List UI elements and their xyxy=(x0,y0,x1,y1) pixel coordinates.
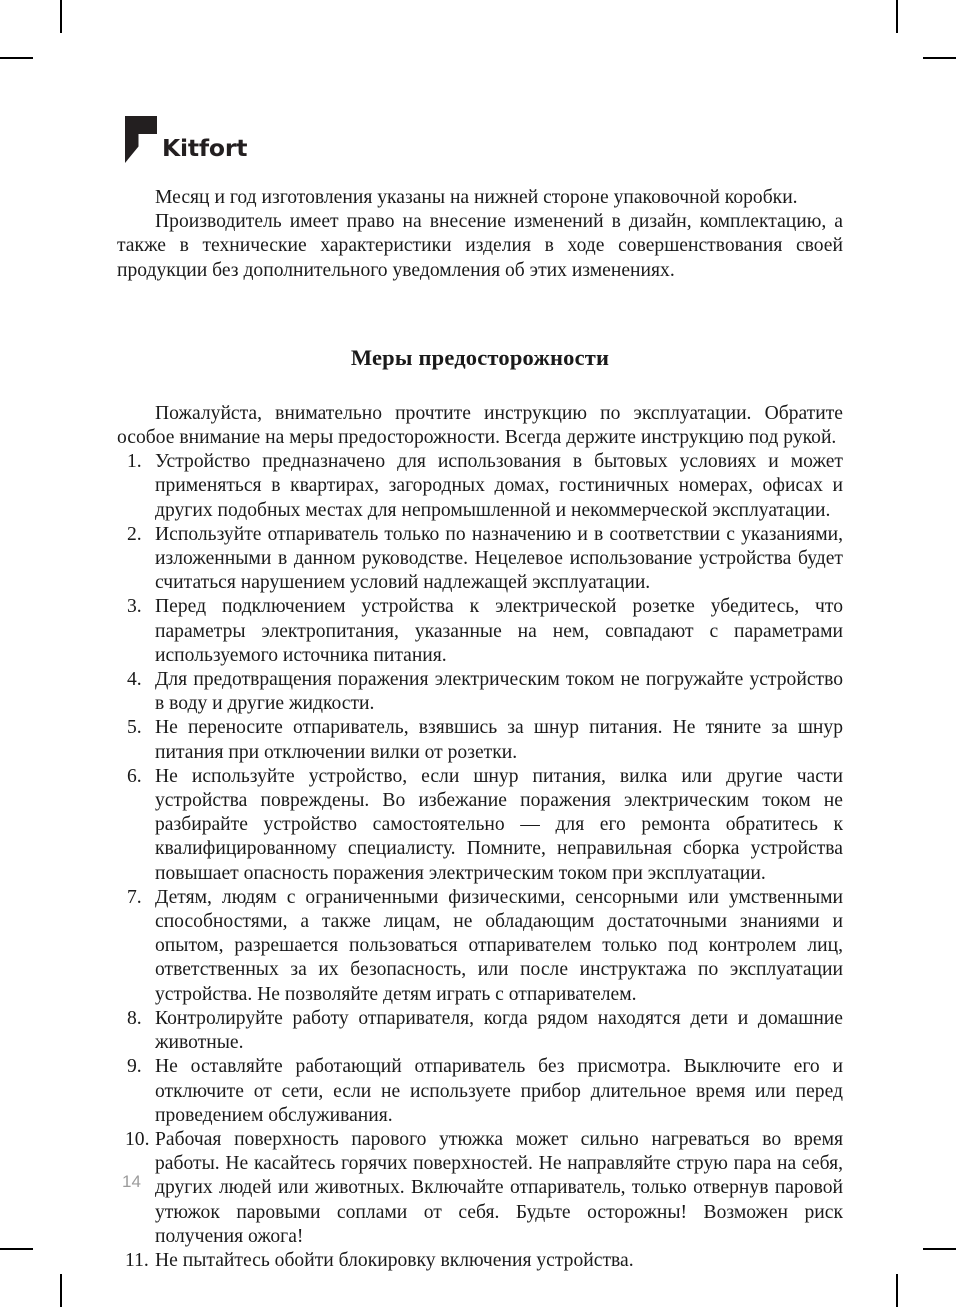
section-lead: Пожалуйста, внимательно прочтите инструкцию по эксплуатации. Обратите особое внимание на меры предосторожности. Всегда держите инструкцию под рукой. xyxy=(117,402,843,449)
list-item-number: 5. xyxy=(127,717,142,739)
list-item-text: Используйте отпариватель только по назначению и в соответствии с указаниями, изложенными в данном руководстве. Нецелевое использование устройства будет считаться нарушением условий надлежащей эксплуатации. xyxy=(155,523,843,594)
list-item-text: Не используйте устройство, если шнур питания, вилка или другие части устройства повреждены. Во избежание поражения электрическим током не разбирайте устройство самостоятельно — для его ремонта обратитесь к квалифицированному специалисту. Помните, неправильная сборка устройства повышает опасность поражения электрическим током при эксплуатации. xyxy=(155,765,843,884)
crop-mark-top-right-vertical xyxy=(896,0,898,33)
crop-mark-top-right-horizontal xyxy=(923,57,956,59)
brand-name: Kitfort xyxy=(162,133,248,162)
precautions-list xyxy=(117,450,843,1273)
list-item-number: 3. xyxy=(127,596,142,618)
intro-paragraph-2: Производитель имеет право на внесение изменений в дизайн, комплектацию, а также в технические характеристики изделия в ходе совершенствования своей продукции без дополнительного уведомления об этих изменениях. xyxy=(117,211,843,281)
page-number: 14 xyxy=(122,1172,141,1191)
list-item-text: Для предотвращения поражения электрическим током не погружайте устройство в воду и другие жидкости. xyxy=(155,669,843,715)
intro-paragraph-1: Месяц и год изготовления указаны на нижней стороне упаковочной коробки. xyxy=(155,187,798,208)
section-title: Меры предосторожности xyxy=(350,344,610,370)
list-item xyxy=(117,1055,843,1128)
crop-mark-bottom-left-horizontal xyxy=(0,1248,33,1250)
list-item-number: 10. xyxy=(125,1128,150,1150)
list-item-number: 4. xyxy=(127,669,142,691)
list-item xyxy=(117,765,843,886)
list-item-text: Не пытайтесь обойти блокировку включения устройства. xyxy=(155,1249,634,1271)
list-item-number: 7. xyxy=(127,886,142,908)
list-item xyxy=(117,523,843,596)
list-item-text: Не переносите отпариватель, взявшись за шнур питания. Не тяните за шнур питания при отключении вилки от розетки. xyxy=(155,717,843,763)
list-item-text: Рабочая поверхность парового утюжка может сильно нагреваться во время работы. Не касайтесь горячих поверхностей. Не направляйте струю пара на себя, других людей или животных. Включайте отпариватель, только отвернув паровой утюжок паровыми соплами от себя. Будьте осторожны! Возможен риск получения ожога! xyxy=(155,1128,843,1247)
list-item xyxy=(117,1249,843,1273)
list-item-text: Контролируйте работу отпаривателя, когда рядом находятся дети и домашние животные. xyxy=(155,1007,843,1054)
crop-mark-bottom-right-horizontal xyxy=(923,1248,956,1250)
list-item-number: 8. xyxy=(127,1007,142,1029)
list-item xyxy=(117,450,843,523)
section-lead-wrapper xyxy=(117,371,843,450)
list-item-number: 9. xyxy=(127,1056,142,1078)
brand-logo xyxy=(125,105,843,163)
list-item xyxy=(117,716,843,764)
list-item-text: Не оставляйте работающий отпариватель без присмотра. Выключите его и отключите от сети, если не используете прибор длительное время или перед проведением обслуживания. xyxy=(155,1056,843,1126)
list-item xyxy=(117,595,843,668)
crop-mark-top-left-vertical xyxy=(60,0,62,33)
list-item xyxy=(117,1128,843,1249)
list-item-text: Перед подключением устройства к электрической розетке убедитесь, что параметры электропитания, указанные на нем, совпадают с параметрами используемого источника питания. xyxy=(155,596,843,666)
list-item-text: Устройство предназначено для использования в бытовых условиях и может применяться в квартирах, загородных домах, гостиничных номерах, офисах и других подобных местах для непромышленной и некоммерческой эксплуатации. xyxy=(155,451,843,521)
list-item xyxy=(117,668,843,716)
list-item-number: 11. xyxy=(125,1249,149,1271)
list-item xyxy=(117,1007,843,1055)
list-item-text: Детям, людям с ограниченными физическими, сенсорными или умственными способностями, а также лицам, не обладающим достаточными знаниями и опытом, разрешается пользоваться отпаривателем только под контролем лиц, ответственных за их безопасность, или после инструктажа по эксплуатации устройства. Не позволяйте детям играть с отпаривателем. xyxy=(155,886,843,1005)
crop-mark-top-left-horizontal xyxy=(0,57,33,59)
crop-mark-bottom-left-vertical xyxy=(60,1274,62,1307)
kitfort-flag-logo-icon xyxy=(125,116,157,163)
intro-block xyxy=(117,186,843,283)
list-item-number: 6. xyxy=(127,765,142,787)
crop-mark-bottom-right-vertical xyxy=(896,1274,898,1307)
list-item-number: 1. xyxy=(127,451,142,473)
page-content xyxy=(117,105,843,1273)
list-item xyxy=(117,886,843,1007)
list-item-number: 2. xyxy=(127,523,142,545)
